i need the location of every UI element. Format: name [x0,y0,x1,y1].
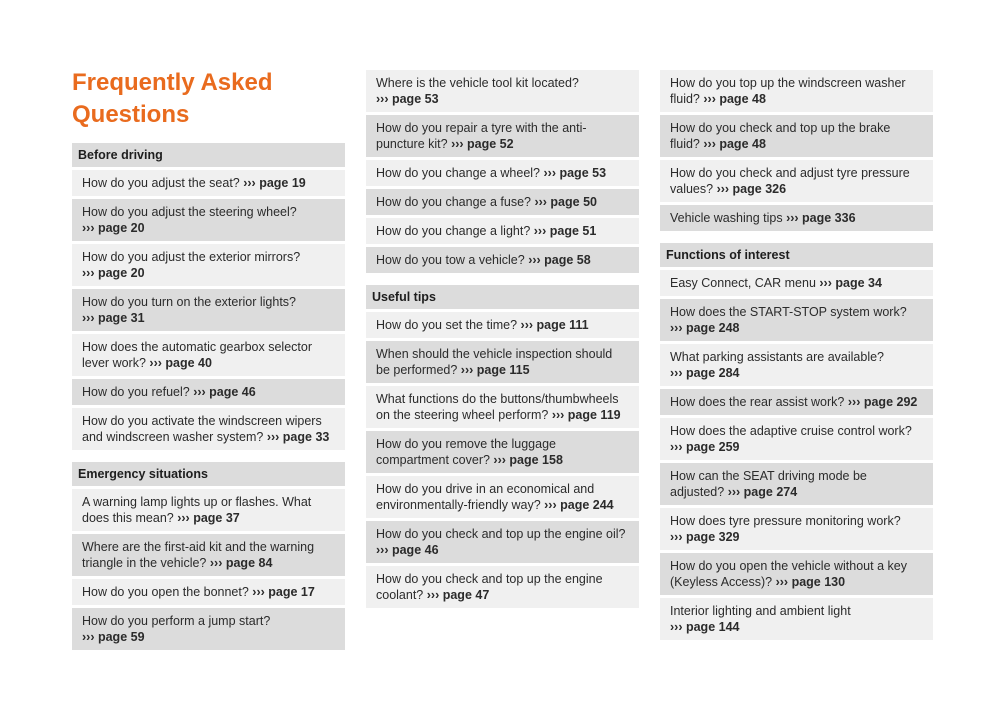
faq-question: Vehicle washing tips [670,211,783,225]
section-header: Functions of interest [660,243,933,267]
faq-question: How do you check and top up the brake fluid? [670,121,891,151]
triple-chevron-icon: ››› [376,543,392,557]
faq-item[interactable] [660,205,933,231]
triple-chevron-icon: ››› [670,366,686,380]
faq-question: When should the vehicle inspection should be performed? [376,347,613,377]
faq-item[interactable] [366,160,639,186]
faq-question: How do you set the time? [376,318,518,332]
faq-item[interactable] [72,579,345,605]
page-reference-link[interactable] [376,543,439,557]
page-reference-link[interactable] [670,366,739,380]
page-reference-link[interactable] [786,211,855,225]
triple-chevron-icon: ››› [266,430,283,444]
faq-question: How do you repair a tyre with the anti-puncture kit? [376,121,587,151]
faq-question: How can the SEAT driving mode be adjusted? [670,469,867,499]
faq-item[interactable] [366,115,639,157]
triple-chevron-icon: ››› [533,224,550,238]
page-number: page 50 [550,195,597,209]
page-number: page 17 [268,585,315,599]
faq-question: How do you check and adjust tyre pressure values? [670,166,910,196]
triple-chevron-icon: ››› [451,137,468,151]
page-reference-link[interactable] [544,498,613,512]
faq-item[interactable] [660,115,933,157]
faq-section [72,143,345,450]
faq-item[interactable] [72,379,345,405]
page-number: page 274 [743,485,798,499]
faq-item[interactable] [660,418,933,460]
faq-item[interactable] [366,70,639,112]
triple-chevron-icon: ››› [426,588,443,602]
page-reference-link[interactable] [534,195,597,209]
page-number: page 46 [391,543,439,557]
triple-chevron-icon: ››› [775,575,792,589]
page-reference-link[interactable] [461,363,530,377]
section-header: Emergency situations [72,462,345,486]
page-number: page 20 [97,266,145,280]
page-reference-link[interactable] [82,221,145,235]
faq-item[interactable] [72,608,345,650]
page-number: page 336 [802,211,856,225]
faq-item[interactable] [72,534,345,576]
faq-item[interactable] [366,566,639,608]
triple-chevron-icon: ››› [670,530,686,544]
faq-item[interactable] [72,170,345,196]
faq-section [366,285,639,608]
section-header: Useful tips [366,285,639,309]
faq-item[interactable] [366,431,639,473]
faq-question: How do you perform a jump start? [82,614,271,628]
faq-question: How do you open the bonnet? [82,585,249,599]
faq-item[interactable] [660,389,933,415]
faq-question: How do you change a light? [376,224,531,238]
page-number: page 33 [282,430,330,444]
faq-item[interactable] [366,521,639,563]
faq-item[interactable] [366,341,639,383]
page-number: page 259 [685,440,740,454]
faq-question: How do you change a fuse? [376,195,531,209]
page-reference-link[interactable] [376,92,439,106]
page-number: page 326 [732,182,787,196]
page-number: page 51 [549,224,597,238]
page-reference-link[interactable] [552,408,621,422]
faq-question: How do you check and top up the engine coolant? [376,572,603,602]
page-number: page 58 [544,253,591,267]
faq-question: How do you activate the windscreen wipers and windscreen washer system? [82,414,322,444]
triple-chevron-icon: ››› [670,620,686,634]
page-number: page 52 [467,137,514,151]
faq-question: How do you turn on the exterior lights? [82,295,297,309]
page-number: page 292 [863,395,918,409]
triple-chevron-icon: ››› [534,195,551,209]
triple-chevron-icon: ››› [82,266,98,280]
faq-question: How do you adjust the seat? [82,176,240,190]
page-reference-link[interactable] [728,485,797,499]
page-reference-link[interactable] [534,224,597,238]
triple-chevron-icon: ››› [727,485,744,499]
faq-item[interactable] [660,270,933,296]
page-reference-link[interactable] [819,276,882,290]
page-number: page 31 [97,311,145,325]
page-reference-link[interactable] [243,176,306,190]
page-reference-link[interactable] [544,166,607,180]
faq-item[interactable] [366,386,639,428]
triple-chevron-icon: ››› [460,363,477,377]
section-header: Before driving [72,143,345,167]
page-number: page 34 [835,276,882,290]
page-reference-link[interactable] [193,385,256,399]
page-number: page 53 [391,92,439,106]
page-number: page 158 [509,453,563,467]
triple-chevron-icon: ››› [703,137,720,151]
page-reference-link[interactable] [451,137,514,151]
page-reference-link[interactable] [267,430,330,444]
page-number: page 37 [193,511,240,525]
faq-question: Where is the vehicle tool kit located? [376,76,579,90]
faq-item[interactable] [660,299,933,341]
faq-question: How do you change a wheel? [376,166,541,180]
faq-column-3 [660,67,933,652]
triple-chevron-icon: ››› [252,585,269,599]
faq-item[interactable] [72,244,345,286]
faq-item[interactable] [660,508,933,550]
triple-chevron-icon: ››› [520,318,537,332]
triple-chevron-icon: ››› [376,92,392,106]
faq-question: How does the rear assist work? [670,395,845,409]
page-number: page 19 [259,176,306,190]
faq-section [366,70,639,273]
faq-item[interactable] [660,70,933,112]
page-number: page 244 [560,498,614,512]
faq-item[interactable] [660,553,933,595]
faq-question: What functions do the buttons/thumbwheels on the steering wheel perform? [376,392,619,422]
page-reference-link[interactable] [210,556,273,570]
faq-section [72,462,345,650]
faq-question: How do you refuel? [82,385,190,399]
triple-chevron-icon: ››› [543,166,560,180]
faq-question: How do you adjust the exterior mirrors? [82,250,301,264]
page-number: page 284 [685,366,740,380]
faq-question: Interior lighting and ambient light [670,604,851,618]
faq-item[interactable] [366,218,639,244]
faq-item[interactable] [72,334,345,376]
page-reference-link[interactable] [528,253,591,267]
faq-question: How do you open the vehicle without a key (Keyless Access)? [670,559,907,589]
faq-question: Easy Connect, CAR menu [670,276,816,290]
page-number: page 53 [559,166,607,180]
faq-question: How do you top up the windscreen washer fluid? [670,76,906,106]
faq-item[interactable] [660,160,933,202]
triple-chevron-icon: ››› [493,453,510,467]
faq-question: How does tyre pressure monitoring work? [670,514,901,528]
page-reference-link[interactable] [82,630,145,644]
triple-chevron-icon: ››› [193,385,210,399]
triple-chevron-icon: ››› [716,182,733,196]
page-reference-link[interactable] [493,453,562,467]
page-reference-link[interactable] [82,311,145,325]
page-reference-link[interactable] [848,395,917,409]
triple-chevron-icon: ››› [82,630,98,644]
triple-chevron-icon: ››› [82,311,98,325]
page-number: page 329 [685,530,740,544]
faq-question: A warning lamp lights up or flashes. What does this mean? [82,495,312,525]
page-reference-link[interactable] [703,137,766,151]
triple-chevron-icon: ››› [703,92,720,106]
faq-question: How does the START-STOP system work? [670,305,907,319]
triple-chevron-icon: ››› [819,276,836,290]
faq-item[interactable] [72,408,345,450]
faq-question: What parking assistants are available? [670,350,885,364]
triple-chevron-icon: ››› [551,408,568,422]
faq-item[interactable] [366,312,639,338]
faq-item[interactable] [72,289,345,331]
faq-column-2 [366,67,639,620]
page-number: page 144 [685,620,740,634]
page-number: page 48 [719,92,766,106]
faq-column-1 [72,67,345,662]
faq-item[interactable] [660,344,933,386]
page-number: page 84 [225,556,273,570]
triple-chevron-icon: ››› [82,221,98,235]
page-number: page 115 [476,363,530,377]
page-reference-link[interactable] [670,620,739,634]
page-reference-link[interactable] [82,266,145,280]
page-number: page 47 [442,588,490,602]
page-reference-link[interactable] [670,440,739,454]
page-reference-link[interactable] [252,585,315,599]
page-reference-link[interactable] [670,321,739,335]
faq-item[interactable] [72,489,345,531]
triple-chevron-icon: ››› [243,176,260,190]
page-reference-link[interactable] [717,182,786,196]
page-number: page 130 [791,575,846,589]
page-number: page 248 [685,321,740,335]
faq-item[interactable] [366,189,639,215]
page-number: page 59 [97,630,145,644]
faq-item[interactable] [366,476,639,518]
page-reference-link[interactable] [427,588,490,602]
faq-section [660,70,933,231]
page-reference-link[interactable] [776,575,845,589]
page-title: Frequently Asked Questions [72,69,273,128]
page-number: page 48 [719,137,766,151]
page-number: page 119 [567,408,621,422]
page-reference-link[interactable] [149,356,212,370]
faq-question: How does the adaptive cruise control work? [670,424,912,438]
page-reference-link[interactable] [670,530,739,544]
page-reference-link[interactable] [521,318,589,332]
page-reference-link[interactable] [177,511,240,525]
triple-chevron-icon: ››› [786,211,803,225]
faq-question: How do you tow a vehicle? [376,253,525,267]
triple-chevron-icon: ››› [847,395,864,409]
faq-question: How do you drive in an economical and environmentally-friendly way? [376,482,595,512]
triple-chevron-icon: ››› [149,356,166,370]
triple-chevron-icon: ››› [670,321,686,335]
faq-question: How do you remove the luggage compartment cover? [376,437,556,467]
triple-chevron-icon: ››› [177,511,194,525]
triple-chevron-icon: ››› [670,440,686,454]
faq-question: How do you check and top up the engine oil? [376,527,626,541]
page-number: page 20 [97,221,145,235]
faq-item[interactable] [366,247,639,273]
page-number: page 46 [209,385,256,399]
faq-item[interactable] [72,199,345,241]
triple-chevron-icon: ››› [528,253,545,267]
faq-section [660,243,933,640]
faq-question: How does the automatic gearbox selector lever work? [82,340,312,370]
page-number: page 111 [536,318,589,332]
triple-chevron-icon: ››› [544,498,561,512]
faq-question: How do you adjust the steering wheel? [82,205,297,219]
page-reference-link[interactable] [703,92,766,106]
faq-item[interactable] [660,598,933,640]
triple-chevron-icon: ››› [209,556,226,570]
faq-question: Where are the first-aid kit and the warning triangle in the vehicle? [82,540,315,570]
faq-item[interactable] [660,463,933,505]
page-number: page 40 [165,356,212,370]
